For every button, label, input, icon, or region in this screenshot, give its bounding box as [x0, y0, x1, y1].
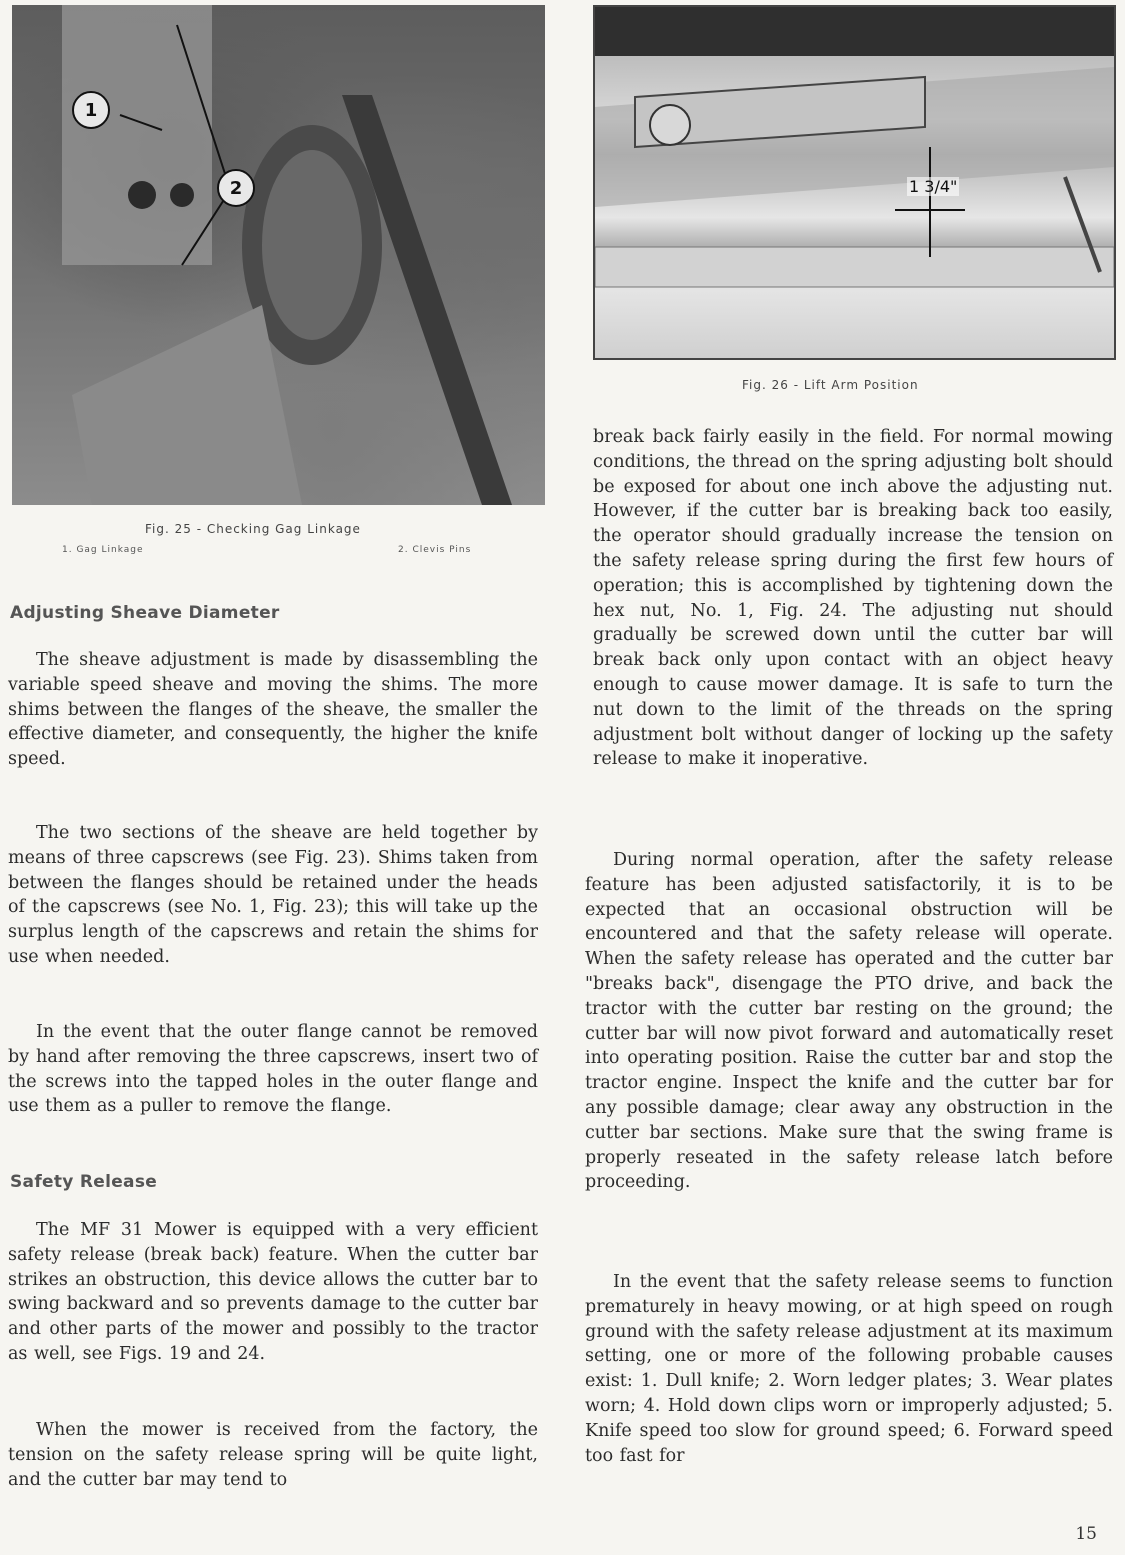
page-number: 15: [1075, 1524, 1097, 1544]
heading-adjusting-sheave-diameter: Adjusting Sheave Diameter: [10, 603, 280, 623]
right-paragraph-1: break back fairly easily in the field. For normal mowing conditions, the thread on the spring adjusting bolt should be exposed for about one inch above the adjusting nut. However, if the cutter bar is breaking back too easily, the operator should gradually increase the tension on the safety release spring during the first few hours of operation; this is accomplished by tightening down the hex nut, No. 1, Fig. 24. The adjusting nut should gradually be screwed down until the cutter bar will break back only upon contact with an object heavy enough to cause mower damage. It is safe to turn the nut down to the limit of the threads on the spring adjustment bolt without danger of locking up the safety release to make it inoperative.: [593, 427, 1113, 770]
figure-26-photo: [593, 5, 1116, 360]
callout-2: 2: [217, 169, 255, 207]
figure-26-caption: Fig. 26 - Lift Arm Position: [742, 378, 919, 392]
callout-1: 1: [72, 91, 110, 129]
sheave-paragraph-3: In the event that the outer flange cannot be removed by hand after removing the three capscrews, insert two of the screws into the tapped holes in the outer flange and use them as a puller to remove the flange.: [8, 1022, 538, 1117]
figure-26-illustration: [595, 7, 1114, 358]
right-paragraph-3: In the event that the safety release seems to function prematurely in heavy mowing, or at high speed on rough ground with the safety release adjustment at its maximum setting, one or more of the following probable causes exist: 1. Dull knife; 2. Worn ledger plates; 3. Wear plates worn; 4. Hold down clips worn or improperly adjusted; 5. Knife speed too slow for ground speed; 6. Forward speed too fast for: [585, 1272, 1113, 1466]
figure-25-caption: Fig. 25 - Checking Gag Linkage: [145, 522, 361, 536]
heading-safety-release: Safety Release: [10, 1172, 158, 1192]
sheave-paragraph-2: The two sections of the sheave are held together by means of three capscrews (see Fig. 23). Shims taken from between the flanges should be retained under the heads of the capscrews (see No. 1, Fig. 23); this will take up the surplus length of the capscrews and retain the shims for use when needed.: [8, 823, 538, 967]
figure-26-dimension: 1 3/4": [909, 177, 958, 196]
safety-paragraph-1: The MF 31 Mower is equipped with a very efficient safety release (break back) feature. When the cutter bar strikes an obstruction, this device allows the cutter bar to swing backward and so prevents damage to the cutter bar and other parts of the mower and possibly to the tractor as well, see Figs. 19 and 24.: [8, 1220, 538, 1364]
right-paragraph-2: During normal operation, after the safety release feature has been adjusted satisfactorily, it is to be expected that an occasional obstruction will be encountered and that the safety release will operate. When the safety release has operated and the cutter bar "breaks back", disengage the PTO drive, and back the tractor with the cutter bar resting on the ground; the cutter bar will now pivot forward and automatically reset into operating position. Raise the cutter bar and stop the tractor engine. Inspect the knife and the cutter bar for any possible damage; clear away any obstruction in the cutter bar sections. Make sure that the swing frame is properly reseated in the safety release latch before proceeding.: [585, 850, 1113, 1193]
figure-25-illustration: [12, 5, 545, 505]
figure-25-legend-2: 2. Clevis Pins: [398, 545, 472, 555]
figure-25-legend-1: 1. Gag Linkage: [62, 545, 144, 555]
figure-25-photo: [12, 5, 545, 505]
sheave-paragraph-1: The sheave adjustment is made by disassembling the variable speed sheave and moving the shims. The more shims between the flanges of the sheave, the smaller the effective diameter, and consequently, the higher the knife speed.: [8, 650, 538, 770]
safety-paragraph-2: When the mower is received from the factory, the tension on the safety release spring will be quite light, and the cutter bar may tend to: [8, 1420, 538, 1490]
